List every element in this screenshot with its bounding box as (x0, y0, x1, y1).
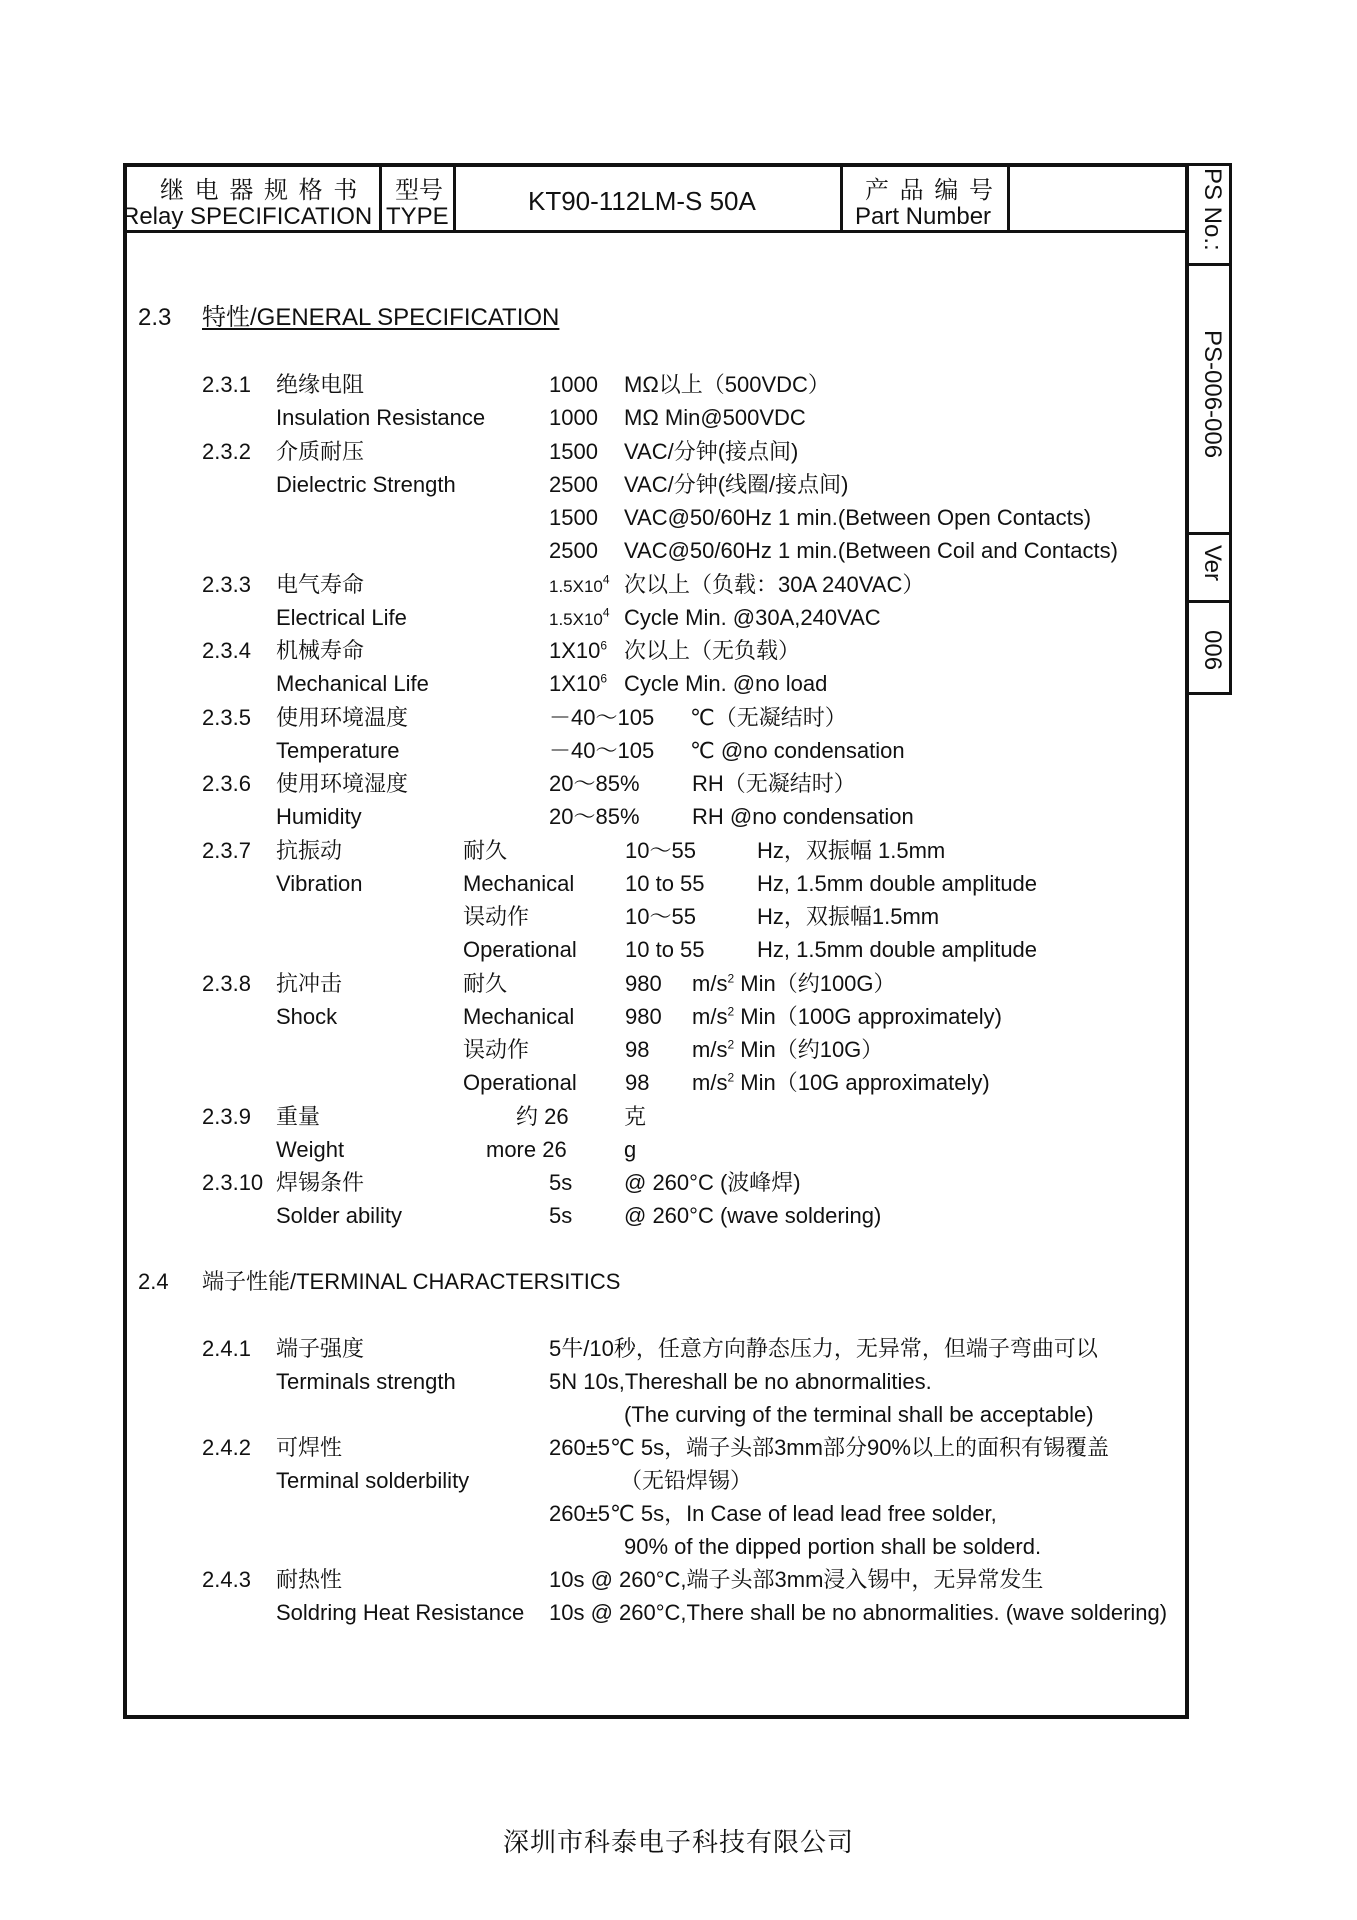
spec-title-cn: 继 电 器 规 格 书 (160, 177, 360, 204)
sub-label-cn: 耐久 (463, 971, 508, 996)
item-label-en: Terminal solderbility (276, 1468, 470, 1493)
item-label-en: Shock (276, 1004, 338, 1029)
value-desc: ℃ @no condensation (690, 738, 905, 763)
item-label-cn: 绝缘电阻 (276, 372, 365, 397)
item-label-en: Vibration (276, 871, 363, 896)
value: 20～85% (549, 771, 640, 796)
item-label-en: Temperature (276, 738, 400, 763)
value-desc: 次以上（负载：30A 240VAC） (624, 572, 925, 597)
value-desc: $m/s^2$ Min（10G approximately) (692, 1070, 990, 1095)
value-desc: MΩ以上（500VDC） (624, 372, 830, 397)
value-desc: RH @no condensation (692, 804, 914, 829)
value: 1000 (549, 405, 598, 430)
value-desc: VAC/分钟(接点间) (624, 439, 799, 464)
sub-label-cn: 误动作 (463, 1037, 530, 1062)
ver-label: Ver (1199, 545, 1226, 582)
value-desc: Hz, 1.5mm double amplitude (757, 937, 1038, 962)
side-sep-3 (1189, 600, 1232, 603)
value-desc: $m/s^2$ Min（100G approximately) (692, 1004, 1002, 1029)
value-desc: @ 260°C (波峰焊) (624, 1170, 801, 1195)
value-desc: Hz，双振幅1.5mm (757, 904, 940, 929)
item-label-en: Humidity (276, 804, 362, 829)
item-number: 2.3.7 (202, 838, 251, 863)
item-desc: 5N 10s,Thereshall be no abnormalities. (549, 1369, 932, 1394)
item-label-en: Dielectric Strength (276, 472, 456, 497)
sub-label-en: Mechanical (463, 1004, 575, 1029)
company-name: 深圳市科泰电子科技有限公司 (502, 1827, 854, 1857)
item-label-en: Electrical Life (276, 605, 407, 630)
item-number: 2.3.2 (202, 439, 251, 464)
value: $1.5X10^4$ (549, 572, 610, 596)
item-number: 2.3.10 (202, 1170, 264, 1195)
item-label-en: Weight (276, 1137, 345, 1162)
item-desc: 10s @ 260°C,端子头部3mm浸入锡中，无异常发生 (549, 1567, 1044, 1592)
item-label-cn: 电气寿命 (276, 572, 365, 597)
value: 98 (625, 1070, 650, 1095)
item-label-cn: 重量 (276, 1104, 321, 1129)
item-number: 2.3.1 (202, 372, 251, 397)
ps-no-value: PS-006-006 (1199, 330, 1226, 459)
value: 980 (625, 1004, 662, 1029)
item-label-cn: 端子强度 (276, 1336, 365, 1361)
value: 98 (625, 1037, 650, 1062)
item-label-cn: 可焊性 (276, 1435, 343, 1460)
item-number: 2.4.2 (202, 1435, 251, 1460)
value: －40～105 (549, 705, 655, 730)
value: 20～85% (549, 804, 640, 829)
item-label-cn: 焊锡条件 (276, 1170, 365, 1195)
item-label-cn: 使用环境湿度 (276, 771, 409, 796)
item-label-cn: 耐热性 (276, 1567, 343, 1592)
item-number: 2.3.6 (202, 771, 251, 796)
value-desc: 次以上（无负载） (624, 638, 801, 663)
value-desc: RH（无凝结时） (692, 771, 856, 796)
header-sep-1 (379, 163, 382, 233)
value-desc: $m/s^2$ Min（约10G） (692, 1037, 884, 1062)
value-desc: Hz，双振幅 1.5mm (757, 838, 946, 863)
spec-title-en: Relay SPECIFICATION (122, 203, 373, 230)
value: 10 to 55 (625, 871, 705, 896)
item-label-en: Terminals strength (276, 1369, 456, 1394)
value: 980 (625, 971, 662, 996)
value-desc: $m/s^2$ Min（约100G） (692, 971, 896, 996)
value-desc: VAC/分钟(线圈/接点间) (624, 472, 849, 497)
value-desc: ℃（无凝结时） (690, 705, 847, 730)
value: 5s (549, 1170, 573, 1195)
item-label-en: Solder ability (276, 1203, 402, 1228)
item-label-en: Soldring Heat Resistance (276, 1600, 525, 1625)
ps-no-label: PS No.: (1199, 168, 1226, 251)
sub-label-en: Operational (463, 937, 577, 962)
value: 2500 (549, 472, 598, 497)
sub-label-cn: 误动作 (463, 904, 530, 929)
value: 2500 (549, 538, 598, 563)
part-number-label-en: Part Number (855, 203, 992, 230)
value: $1X10^6$ (549, 638, 608, 663)
value-desc: Cycle Min. @30A,240VAC (624, 605, 881, 630)
value-desc: Hz, 1.5mm double amplitude (757, 871, 1038, 896)
item-label-cn: 抗冲击 (276, 971, 343, 996)
item-number: 2.3.3 (202, 572, 251, 597)
section-number: 2.3 (138, 304, 172, 331)
item-label-cn: 抗振动 (276, 838, 343, 863)
item-label-cn: 使用环境温度 (276, 705, 409, 730)
item-number: 2.3.4 (202, 638, 251, 663)
value: 10～55 (625, 838, 696, 863)
item-label-cn: 机械寿命 (276, 638, 365, 663)
item-desc: 260±5℃ 5s，端子头部3mm部分90%以上的面积有锡覆盖 (549, 1435, 1109, 1460)
value-desc: Cycle Min. @no load (624, 671, 828, 696)
value: $1X10^6$ (549, 671, 608, 696)
type-label-cn: 型号 (395, 177, 443, 204)
value: 5s (549, 1203, 573, 1228)
part-number-label-cn: 产 品 编 号 (865, 177, 996, 204)
value: 10～55 (625, 904, 696, 929)
header-sep-3 (840, 163, 843, 233)
header-sep-4 (1007, 163, 1010, 233)
section-title: 端子性能/TERMINAL CHARACTERSITICS (202, 1269, 621, 1294)
value-desc: @ 260°C (wave soldering) (624, 1203, 882, 1228)
item-number: 2.3.8 (202, 971, 251, 996)
section-title: 特性/GENERAL SPECIFICATION (202, 304, 560, 331)
item-label-en: Mechanical Life (276, 671, 429, 696)
model-number: KT90-112LM-S 50A (528, 186, 756, 216)
value-desc: 克 (624, 1104, 647, 1129)
header-sep-2 (453, 163, 456, 233)
item-label-en: Insulation Resistance (276, 405, 486, 430)
side-sep-2 (1189, 532, 1232, 535)
ver-value: 006 (1199, 630, 1226, 671)
item-desc: 5牛/10秒，任意方向静态压力，无异常，但端子弯曲可以 (549, 1336, 1098, 1361)
sub-label-en: Mechanical (463, 871, 575, 896)
item-label-cn: 介质耐压 (276, 439, 365, 464)
item-number: 2.4.1 (202, 1336, 251, 1361)
value: more 26 (486, 1137, 567, 1162)
value: －40～105 (549, 738, 655, 763)
item-desc: 90% of the dipped portion shall be solderd. (624, 1534, 1042, 1559)
sub-label-cn: 耐久 (463, 838, 508, 863)
item-number: 2.3.9 (202, 1104, 251, 1129)
value-desc: VAC@50/60Hz 1 min.(Between Open Contacts) (624, 505, 1092, 530)
value: 10 to 55 (625, 937, 705, 962)
value: 1500 (549, 439, 598, 464)
sub-label-en: Operational (463, 1070, 577, 1095)
value-desc: g (624, 1137, 637, 1162)
value: 约 26 (516, 1104, 569, 1129)
item-number: 2.3.5 (202, 705, 251, 730)
value-desc: VAC@50/60Hz 1 min.(Between Coil and Contacts) (624, 538, 1118, 563)
value: 1000 (549, 372, 598, 397)
value: $1.5X10^4$ (549, 605, 610, 629)
value: 1500 (549, 505, 598, 530)
item-desc: (The curving of the terminal shall be acceptable) (624, 1402, 1094, 1427)
side-sep-1 (1189, 263, 1232, 266)
type-label-en: TYPE (386, 203, 449, 230)
item-desc: （无铅焊锡） (620, 1468, 753, 1493)
item-desc: 10s @ 260°C,There shall be no abnormalities. (wave soldering) (549, 1600, 1168, 1625)
item-number: 2.4.3 (202, 1567, 251, 1592)
section-number: 2.4 (138, 1269, 169, 1294)
value-desc: MΩ Min@500VDC (624, 405, 806, 430)
item-desc: 260±5℃ 5s，In Case of lead lead free solder, (549, 1501, 997, 1526)
